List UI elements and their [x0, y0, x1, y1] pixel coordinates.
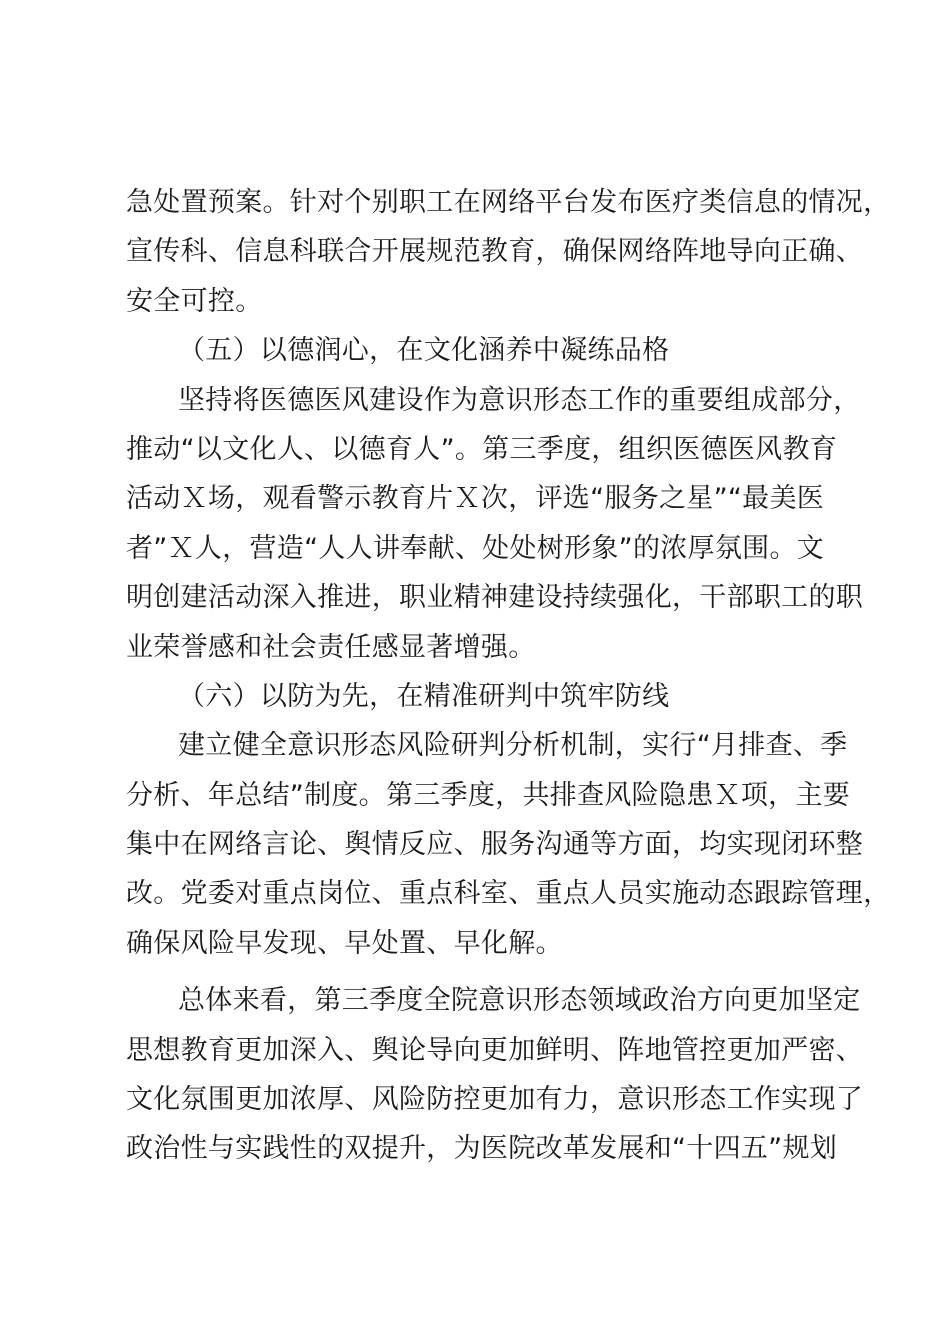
section-heading-5: （五）以德润心，在文化涵养中凝练品格	[178, 335, 670, 367]
section-heading-6: （六）以防为先，在精准研判中筑牢防线	[178, 680, 670, 712]
body-line: 文化氛围更加浓厚、风险防控更加有力，意识形态工作实现了	[126, 1084, 864, 1116]
body-line: 宣传科、信息科联合开展规范教育，确保网络阵地导向正确、	[126, 236, 864, 268]
body-line: 思想教育更加深入、舆论导向更加鲜明、阵地管控更加严密、	[126, 1034, 864, 1066]
body-line: 政治性与实践性的双提升，为医院改革发展和“十四五”规划	[126, 1133, 838, 1165]
paragraph-first-line: 总体来看，第三季度全院意识形态领域政治方向更加坚定	[178, 985, 861, 1017]
body-line: 分析、年总结”制度。第三季度，共排查风险隐患Ｘ项，主要	[126, 779, 851, 811]
document-body	[126, 178, 891, 1174]
body-line: 活动Ｘ场，观看警示教育片Ｘ次，评选“服务之星”“最美医	[126, 483, 825, 515]
body-line: 推动“以文化人、以德育人”。第三季度，组织医德医风教育	[126, 433, 838, 465]
body-line: 明创建活动深入推进，职业精神建设持续强化，干部职工的职	[126, 582, 864, 614]
body-line: 业荣誉感和社会责任感显著增强。	[126, 631, 536, 663]
paragraph-first-line: 建立健全意识形态风险研判分析机制，实行“月排查、季	[178, 730, 848, 762]
body-line: 安全可控。	[126, 285, 263, 317]
body-line: 改。党委对重点岗位、重点科室、重点人员实施动态跟踪管理，	[126, 878, 891, 910]
body-line: 急处置预案。针对个别职工在网络平台发布医疗类信息的情况，	[126, 187, 891, 218]
body-line: 确保风险早发现、早处置、早化解。	[126, 927, 563, 959]
body-line: 者”Ｘ人，营造“人人讲奉献、处处树形象”的浓厚氛围。文	[126, 532, 825, 564]
paragraph-spacer	[126, 968, 832, 976]
paragraph-first-line: 坚持将医德医风建设作为意识形态工作的重要组成部分，	[178, 384, 861, 416]
body-line: 集中在网络言论、舆情反应、服务沟通等方面，均实现闭环整	[126, 829, 864, 861]
